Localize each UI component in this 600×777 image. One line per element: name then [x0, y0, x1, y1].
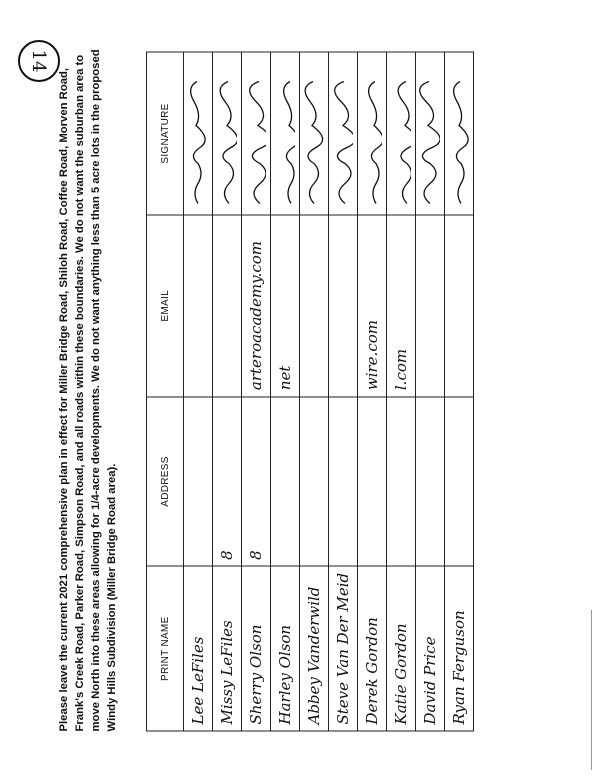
email-cell	[445, 215, 474, 397]
table-row	[300, 52, 329, 731]
handwritten-signature-icon	[358, 58, 382, 208]
print-name-cell: Lee LeFiles	[184, 566, 213, 731]
table-row	[387, 52, 416, 731]
signature-cell	[213, 52, 242, 215]
handwritten-signature-icon	[416, 58, 440, 208]
address-cell: 8	[213, 396, 242, 566]
email-cell	[300, 215, 329, 397]
signature-cell	[416, 52, 445, 215]
table-row	[213, 52, 242, 731]
table-row	[329, 52, 358, 731]
print-name-cell: Abbey Vanderwild	[300, 566, 329, 731]
handwritten-signature-icon	[271, 58, 295, 208]
email-cell: arteroacademy.com	[242, 215, 271, 397]
print-name-cell: Katie Gordon	[387, 566, 416, 731]
handwritten-signature-icon	[242, 58, 266, 208]
handwritten-signature-icon	[184, 58, 208, 208]
handwritten-signature-icon	[387, 58, 411, 208]
address-cell	[300, 396, 329, 566]
print-name-cell: Ryan Ferguson	[445, 566, 474, 731]
header-print-name: PRINT NAME	[147, 566, 184, 731]
handwritten-signature-icon	[213, 58, 237, 208]
handwritten-signature-icon	[329, 58, 353, 208]
address-cell	[445, 396, 474, 566]
signature-cell	[445, 52, 474, 215]
email-cell	[184, 215, 213, 397]
email-cell	[329, 215, 358, 397]
table-header-row	[147, 52, 184, 731]
petition-sheet	[50, 36, 550, 741]
petition-intro: Please leave the current 2021 comprehensive plan in effect for Miller Bridge Road, Shiloh Road, Coffee Road, Morven Road, Frank's Creek Road, Parker Road, Simpson Road, and all roads within these boundaries. We do not want the suburban area to move North into these areas allowing for 1/4-acre developments. We do not want anything less than 5 acre lots in the proposed Windy Hills Subdivision (Miller Bridge Road area).	[58, 48, 118, 731]
handwritten-signature-icon	[445, 58, 469, 208]
email-cell: l.com	[387, 215, 416, 397]
email-cell: wire.com	[358, 215, 387, 397]
table-row	[242, 52, 271, 731]
address-cell	[358, 396, 387, 566]
print-name-cell: Sherry Olson	[242, 566, 271, 731]
signature-cell	[329, 52, 358, 215]
signature-cell	[300, 52, 329, 215]
address-cell	[416, 396, 445, 566]
signature-table	[146, 51, 474, 731]
print-name-cell: David Price	[416, 566, 445, 731]
signature-cell	[271, 52, 300, 215]
print-name-cell: Derek Gordon	[358, 566, 387, 731]
print-name-cell: Missy LeFiles	[213, 566, 242, 731]
header-signature: SIGNATURE	[147, 52, 184, 215]
table-row	[271, 52, 300, 731]
table-row	[416, 52, 445, 731]
table-row	[184, 52, 213, 731]
header-email: EMAIL	[147, 215, 184, 397]
signature-cell	[387, 52, 416, 215]
handwritten-signature-icon	[300, 58, 324, 208]
email-cell: net	[271, 215, 300, 397]
address-cell	[329, 396, 358, 566]
print-name-cell: Steve Van Der Meid	[329, 566, 358, 731]
signature-cell	[242, 52, 271, 215]
table-row	[358, 52, 387, 731]
page-number: 14	[18, 40, 60, 82]
email-cell	[416, 215, 445, 397]
address-cell: 8	[242, 396, 271, 566]
table-row	[445, 52, 474, 731]
address-cell	[271, 396, 300, 566]
scan-edge-mark	[591, 610, 592, 770]
print-name-cell: Harley Olson	[271, 566, 300, 731]
signature-cell	[358, 52, 387, 215]
signature-cell	[184, 52, 213, 215]
email-cell	[213, 215, 242, 397]
address-cell	[387, 396, 416, 566]
header-address: ADDRESS	[147, 396, 184, 566]
address-cell	[184, 396, 213, 566]
